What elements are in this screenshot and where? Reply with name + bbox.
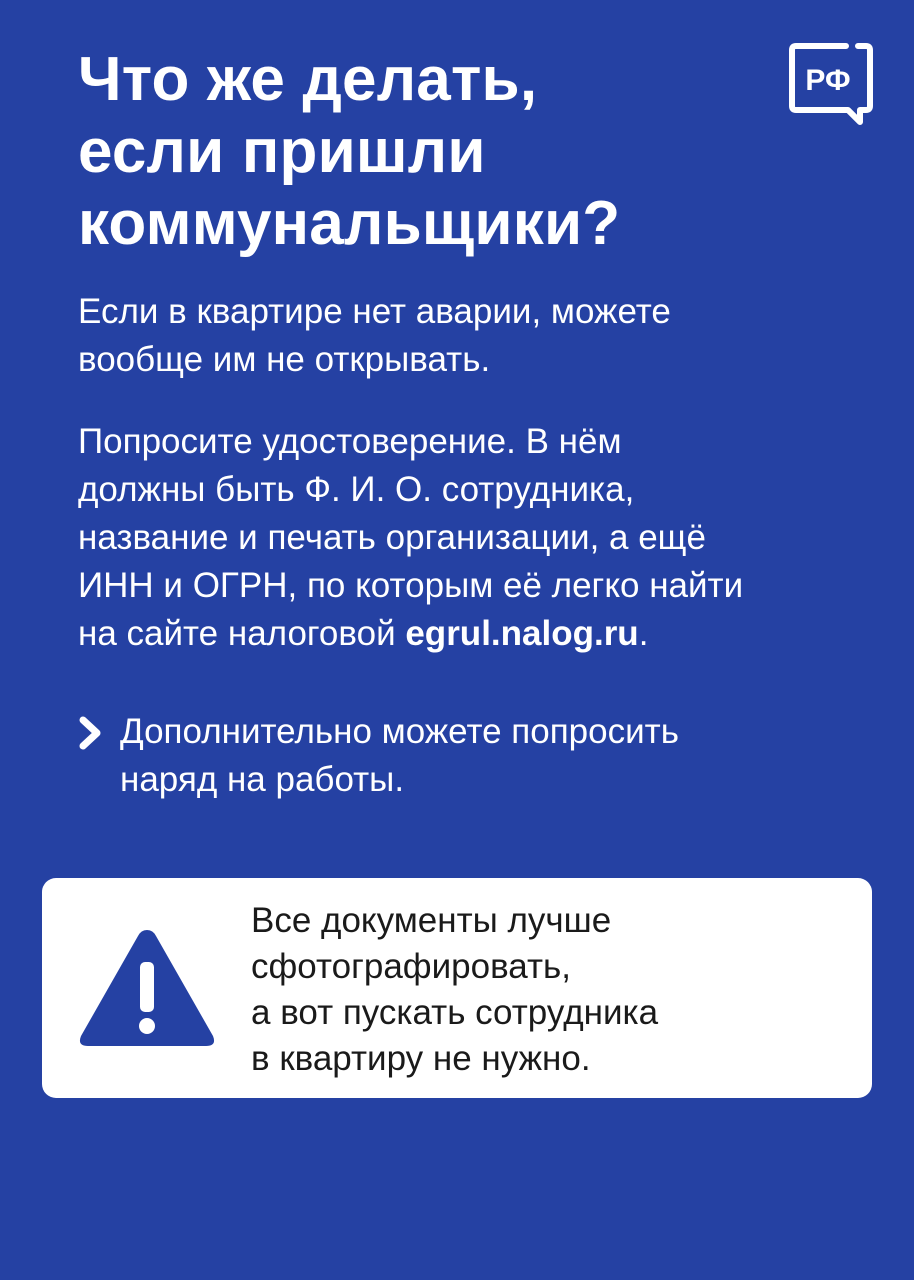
tip-line: наряд на работы. bbox=[120, 760, 405, 799]
tip-line: Дополнительно можете попросить bbox=[120, 712, 679, 751]
warning-line: Все документы лучше bbox=[251, 901, 612, 940]
title-line: Что же делать, bbox=[78, 45, 538, 114]
paragraph-id-check bbox=[78, 418, 878, 658]
paragraph-no-emergency bbox=[78, 288, 878, 384]
tip-text bbox=[120, 708, 679, 804]
paragraph-text: . bbox=[638, 614, 649, 653]
warning-line: сфотографировать, bbox=[251, 947, 571, 986]
chevron-right-icon bbox=[78, 716, 104, 750]
rf-logo-icon bbox=[788, 42, 874, 130]
paragraph-line: Если в квартире нет аварии, можете bbox=[78, 292, 671, 331]
warning-text bbox=[251, 898, 658, 1082]
paragraph-line: ИНН и ОГРН, по которым её легко найти bbox=[78, 566, 744, 605]
paragraph-line: название и печать организации, а ещё bbox=[78, 518, 706, 557]
warning-box bbox=[42, 878, 872, 1098]
paragraph-line: должны быть Ф. И. О. сотрудника, bbox=[78, 470, 635, 509]
warning-line: в квартиру не нужно. bbox=[251, 1039, 591, 1078]
paragraph-line: Попросите удостоверение. В нём bbox=[78, 422, 622, 461]
paragraph-line-last bbox=[78, 610, 878, 658]
paragraph-line: вообще им не открывать. bbox=[78, 340, 491, 379]
page-title bbox=[78, 44, 718, 260]
paragraph-text: на сайте налоговой bbox=[78, 614, 406, 653]
logo-text: РФ bbox=[805, 64, 851, 97]
egrul-link[interactable]: egrul.nalog.ru bbox=[405, 614, 639, 653]
title-line: коммунальщики? bbox=[78, 189, 621, 258]
warning-triangle-icon bbox=[76, 924, 218, 1052]
warning-line: а вот пускать сотрудника bbox=[251, 993, 659, 1032]
title-line: если пришли bbox=[78, 117, 486, 186]
